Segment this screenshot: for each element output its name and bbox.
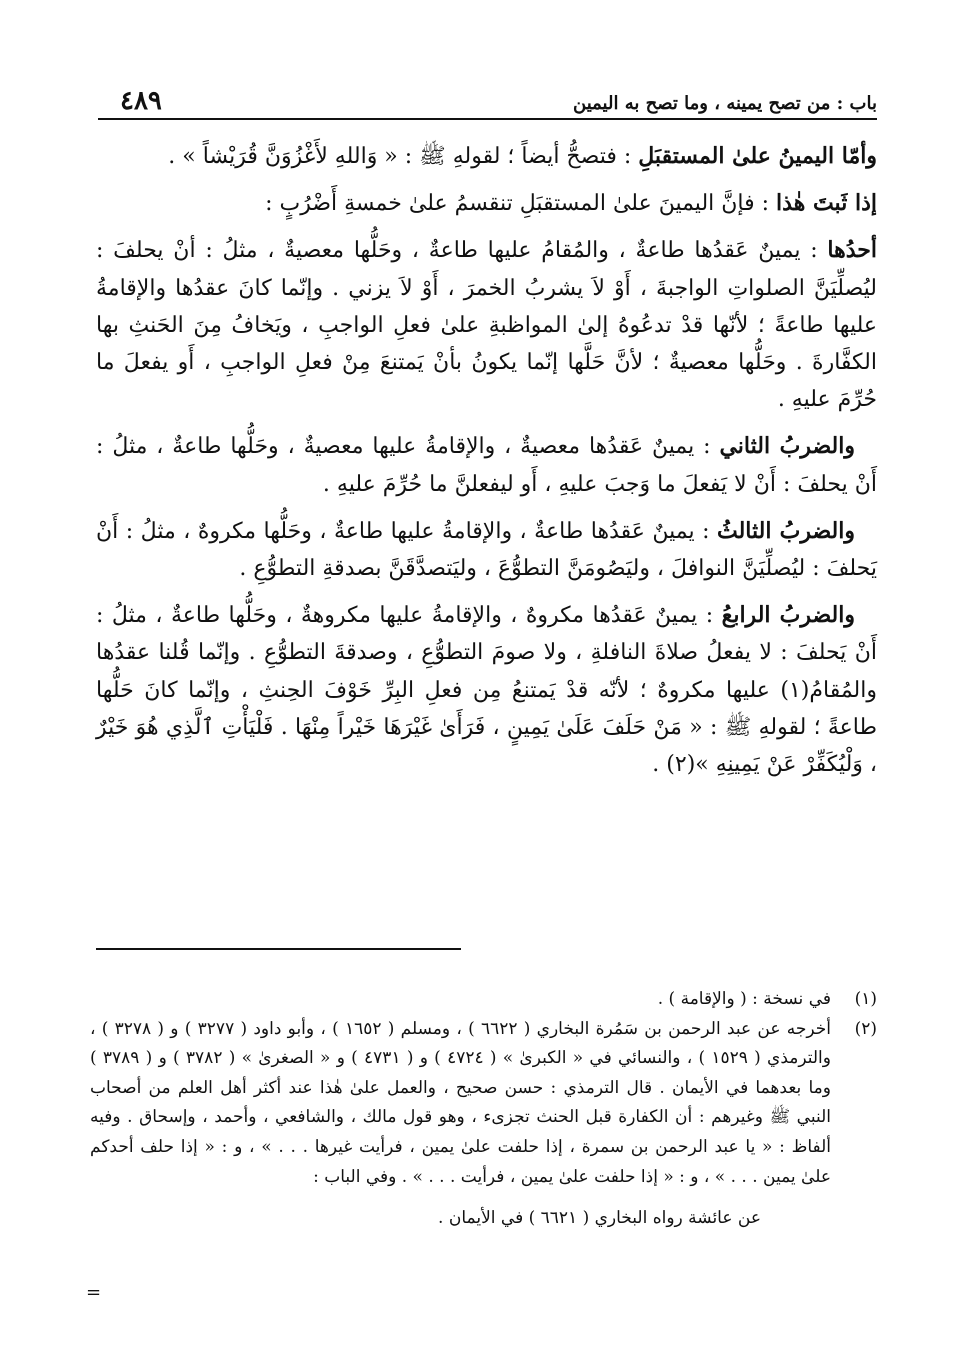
paragraph-lead: والضربُ الثالثُ bbox=[717, 517, 855, 544]
continuation-mark: = bbox=[86, 1282, 102, 1303]
footnote-text: أخرجه عن عبد الرحمن بن سَمُرة البخاري ( ٦٦٢٢ ) ، ومسلم ( ١٦٥٢ ) ، وأبو داود ( ٣٢٧٧ ) و ( ٣٢٧٨ ) ، والترمذي ( ١٥٢٩ ) ، والنسائي في « الكبرىٰ » ( ٤٧٢٤ ) و ( ٤٧٣١ ) و « الصغرىٰ » ( ٣٧٨٢ ) و ( ٣٧٨٩ ) وما بعدهما في الأيمان . قال الترمذي : حسن صحيح ، والعمل علىٰ هٰذا عند أكثر أهل العلم من أصحاب النبي ﷺ وغيرهم : أن الكفارة قبل الحنث تجزىء ، وهو قول مالك ، والشافعي ، وأحمد ، وإسحاق . وفيه ألفاظ : « يا عبد الرحمن بن سمرة ، إذا حلفت علىٰ يمين ، فرأيت غيرها . . . » ، و : « إذا حلف أحدكم علىٰ يمين . . . » ، و : « إذا حلفت علىٰ يمين ، فرأيت . . . » . وفي الباب : bbox=[90, 1018, 831, 1187]
paragraph-lead: والضربُ الرابعُ bbox=[721, 602, 855, 629]
main-text bbox=[96, 138, 877, 793]
paragraph-five-types bbox=[96, 185, 877, 222]
paragraph-type-three bbox=[96, 513, 877, 587]
running-header bbox=[98, 78, 877, 120]
paragraph-lead: إذا ثَبتَ هٰذا bbox=[776, 190, 877, 217]
paragraph-lead: وأمّا اليمينُ علىٰ المستقبَلِ bbox=[638, 143, 877, 169]
paragraph-text: : فإنَّ اليمينَ علىٰ المستقبَلِ تنقسمُ علىٰ خمسةِ أَضْرُبٍ : bbox=[265, 191, 777, 217]
paragraph-type-one bbox=[96, 232, 877, 418]
paragraph-lead: والضربُ الثاني bbox=[719, 433, 855, 460]
paragraph-text: : يمينٌ عَقدُها معصيةٌ ، والإقامةُ عليها معصيةٌ ، وحَلُّها طاعةٌ ، مثلُ : أَنْ يحلفَ : أَنْ لا يَفعلَ ما وَجبَ عليهِ ، أَو ليفعلنَّ ما حُرِّمَ عليهِ . bbox=[96, 434, 877, 497]
paragraph-type-two bbox=[96, 428, 877, 502]
footnotes bbox=[90, 985, 877, 1234]
footnote-item bbox=[90, 985, 877, 1015]
paragraph-text: : يمينٌ عَقدُها طاعةٌ ، والإقامةُ عليها طاعةٌ ، وحَلُّها مكروهٌ ، مثلُ : أَنْ يَحلفَ : ليُصلِّيَنَّ النوافلَ ، وليَصُومَنَّ التطوُّعَ ، وليَتصدَّقَنَّ بصدقةِ التطوُّعِ . bbox=[96, 518, 877, 582]
footnote-continuation: عن عائشة رواه البخاري ( ٦٦٢١ ) في الأيمان . bbox=[438, 1208, 761, 1229]
page-number: ٤٨٩ bbox=[120, 86, 162, 116]
paragraph-text: : فتصحُّ أيضاً ؛ لقولهِ ﷺ : « وَاللهِ لأَغْزُوَنَّ قُرَيْشاً » . bbox=[168, 144, 639, 169]
paragraph-type-four bbox=[96, 597, 877, 783]
footnote-separator bbox=[96, 948, 461, 950]
running-title: باب : من تصح يمينه ، وما تصح به اليمين bbox=[573, 93, 877, 114]
footnote-item bbox=[90, 1015, 877, 1193]
paragraph-future-oath bbox=[96, 138, 877, 175]
paragraph-text: : يمينٌ عَقدُها مكروهٌ ، والإقامةُ عليها مكروهةٌ ، وحَلُّها طاعةٌ ، مثلُ : أَنْ يَحلفَ : لا يفعلُ صلاةَ النافلةِ ، ولا صومَ التطوُّعِ ، وصدقةَ التطوُّعِ . وإنّما قُلنا عقدُها والمُقامُ(١) عليها مكروهٌ ؛ لأنّه قدْ يَمتنعُ مِن فعلِ البِرِّ خَوْفَ الحِنثِ ، وإنّما كانَ حَلُّها طاعةً ؛ لقولهِ ﷺ : « مَنْ حَلَفَ عَلَىٰ يَمِينٍ ، فَرَأَىٰ غَيْرَهَا خَيْراً مِنْهَا . فَلْيَأْتِ ٱلَّذِي هُوَ خَيْرٌ ، وَلْيُكَفِّرْ عَنْ يَمِينِهِ »(٢) . bbox=[96, 603, 877, 778]
footnote-number: (٢) bbox=[854, 1018, 877, 1039]
footnote-number: (١) bbox=[854, 989, 877, 1009]
footnote-text: في نسخة : ( والإقامة ) . bbox=[657, 989, 831, 1009]
paragraph-text: : يمينٌ عَقدُها طاعةٌ ، والمُقامُ عليها طاعةٌ ، وحَلُّها معصيةٌ ، مثلُ : أنْ يحلفَ : ليُصلِّيَنَّ الصلواتِ الواجبةَ ، أَوْ لاَ يشربُ الخمرَ ، أَوْ لاَ يزني . وإنّما كانَ عقدُها والإقامةُ عليها طاعةً ؛ لأنّها قدْ تدعُوهُ إلىٰ المواظبةِ علىٰ فعلِ الواجبِ ، ويَخافُ مِنَ الحَنثِ بها الكفَّارةَ . وحَلُّها معصيةٌ ؛ لأنَّ حَلَّها إنّما يكونُ بأنْ يَمتنعَ مِنْ فعلِ الواجبِ ، أَو يفعلَ ما حُرِّمَ عليهِ . bbox=[96, 238, 877, 413]
paragraph-lead: أحدُها bbox=[827, 237, 877, 264]
